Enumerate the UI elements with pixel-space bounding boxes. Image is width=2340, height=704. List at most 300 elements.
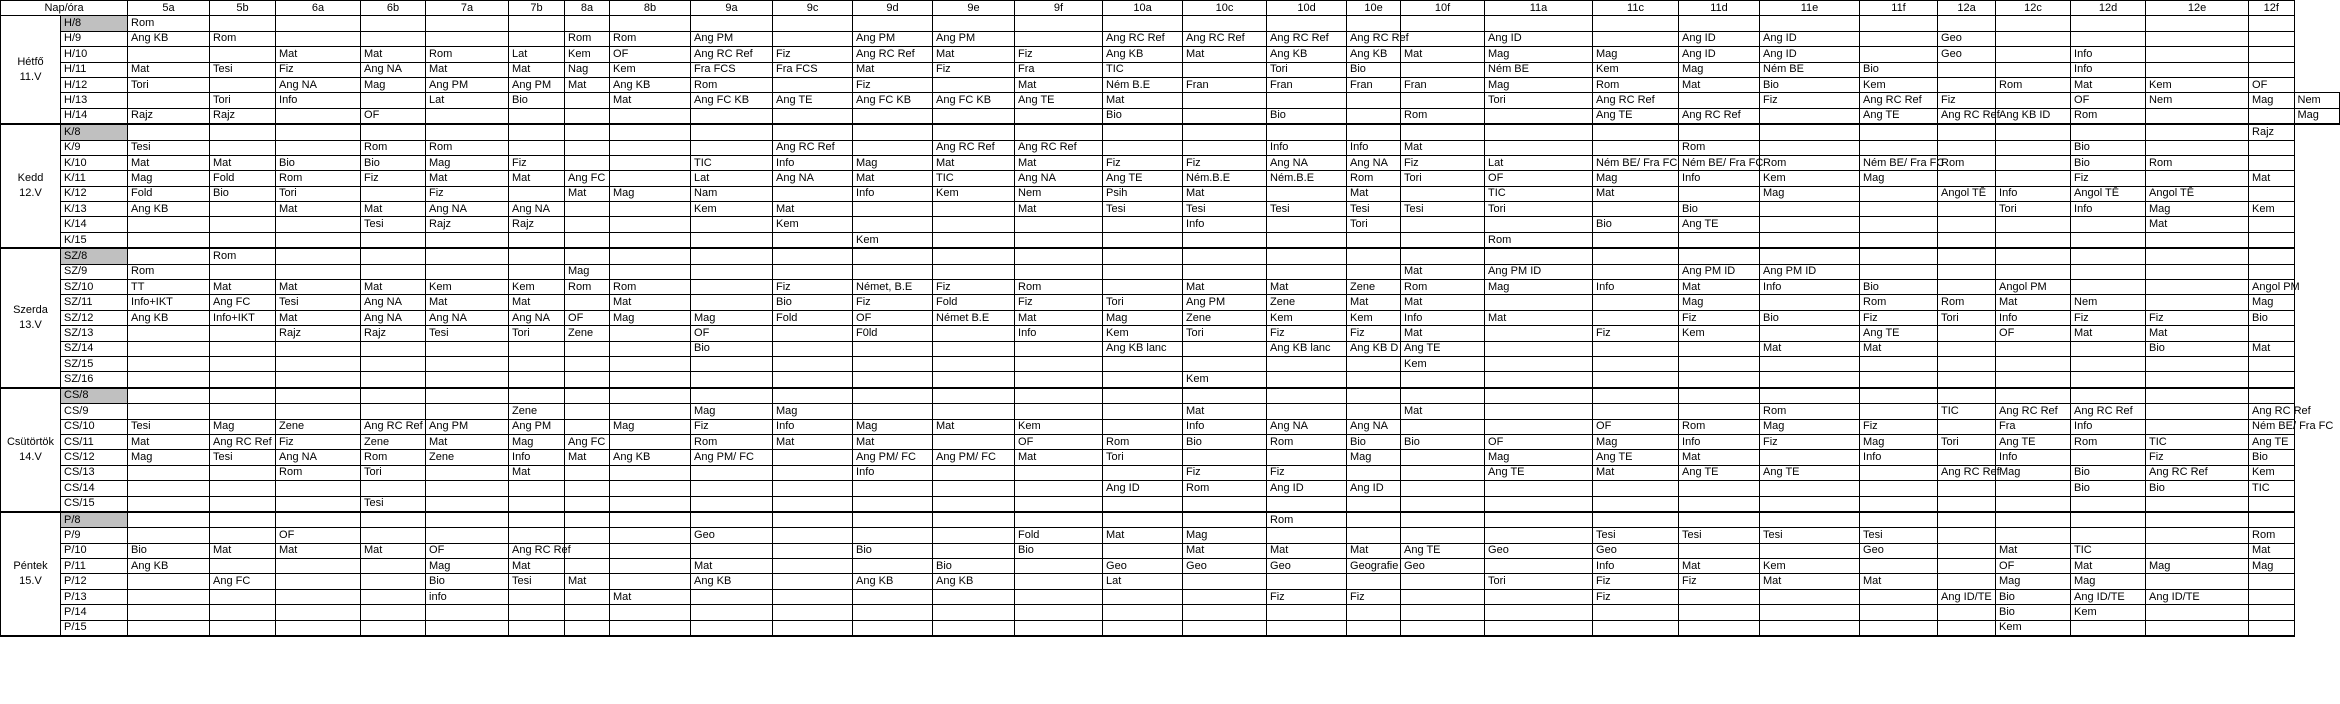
lesson-cell: Ang KB [128, 559, 210, 574]
lesson-cell [1593, 496, 1679, 512]
lesson-cell [276, 388, 361, 404]
lesson-cell [565, 543, 610, 558]
period-label: SZ/8 [61, 248, 128, 264]
lesson-cell [1760, 496, 1860, 512]
lesson-cell: Geo [1860, 543, 1938, 558]
lesson-cell: Rom [1267, 434, 1347, 449]
lesson-cell: OF [1996, 326, 2071, 341]
lesson-cell [2071, 280, 2146, 295]
lesson-cell [853, 264, 933, 279]
lesson-cell [1593, 620, 1679, 636]
lesson-cell: OF [426, 543, 509, 558]
lesson-cell [1860, 388, 1938, 404]
lesson-cell: Ang RC Ref [1860, 93, 1938, 108]
lesson-cell: Info [853, 465, 933, 480]
lesson-cell: Bio [1860, 62, 1938, 77]
day-cell [1, 16, 61, 124]
lesson-cell: Ném.B.E [1183, 171, 1267, 186]
lesson-cell: Bio [1103, 108, 1183, 124]
period-row [1, 481, 2340, 496]
lesson-cell: Mag [1996, 465, 2071, 480]
lesson-cell: Mat [2071, 77, 2146, 92]
lesson-cell: Ang RC Ref [1015, 140, 1103, 155]
lesson-cell [276, 232, 361, 248]
period-label: CS/14 [61, 481, 128, 496]
lesson-cell: Ang PM ID [1679, 264, 1760, 279]
lesson-cell: Ang RC Ref [933, 140, 1015, 155]
lesson-cell: Ném BE/ Fra FC [2249, 419, 2294, 434]
lesson-cell [426, 465, 509, 480]
lesson-cell [128, 356, 210, 371]
lesson-cell: Info [2071, 62, 2146, 77]
lesson-cell [853, 202, 933, 217]
lesson-cell: Kem [773, 217, 853, 232]
lesson-cell: Ang RC Ref [1347, 31, 1401, 46]
lesson-cell [1183, 341, 1267, 356]
lesson-cell [1485, 295, 1593, 310]
lesson-cell: Ang TE [1860, 108, 1938, 124]
period-label: P/15 [61, 620, 128, 636]
lesson-cell [1183, 140, 1267, 155]
lesson-cell [1593, 404, 1679, 419]
day-date: 15.V [19, 574, 42, 587]
lesson-cell: Ang ID/TE [2071, 589, 2146, 604]
lesson-cell: Német, B.E [853, 280, 933, 295]
lesson-cell [1860, 124, 1938, 140]
lesson-cell: Fiz [773, 280, 853, 295]
lesson-cell [1267, 450, 1347, 465]
lesson-cell [691, 280, 773, 295]
lesson-cell [1485, 388, 1593, 404]
lesson-cell: Rom [276, 171, 361, 186]
lesson-cell: Bio [1347, 62, 1401, 77]
lesson-cell: Info+IKT [128, 295, 210, 310]
day-date: 11.V [19, 70, 42, 83]
lesson-cell: Mat [2146, 217, 2249, 232]
lesson-cell: Ném BE [1760, 62, 1860, 77]
lesson-cell [610, 202, 691, 217]
lesson-cell: Info+IKT [210, 310, 276, 325]
lesson-cell: Mat [1015, 450, 1103, 465]
lesson-cell [509, 341, 565, 356]
period-label: SZ/12 [61, 310, 128, 325]
class-header: 10e [1347, 1, 1401, 16]
lesson-cell: Ang TE [773, 93, 853, 108]
lesson-cell [1860, 404, 1938, 419]
lesson-cell [1347, 388, 1401, 404]
lesson-cell [1593, 202, 1679, 217]
lesson-cell [1267, 528, 1347, 543]
lesson-cell [2146, 280, 2249, 295]
lesson-cell [853, 589, 933, 604]
lesson-cell: Ang RC Ref [2146, 465, 2249, 480]
lesson-cell [1938, 528, 1996, 543]
lesson-cell [426, 512, 509, 528]
lesson-cell [210, 217, 276, 232]
lesson-cell [1015, 372, 1103, 388]
lesson-cell [1183, 620, 1267, 636]
lesson-cell [128, 47, 210, 62]
lesson-cell: Mag [2146, 559, 2249, 574]
lesson-cell: info [426, 589, 509, 604]
lesson-cell [1996, 47, 2071, 62]
lesson-cell [1938, 280, 1996, 295]
day-name: Péntek [13, 559, 48, 572]
period-label: CS/11 [61, 434, 128, 449]
lesson-cell [128, 217, 210, 232]
lesson-cell: Mat [1401, 295, 1485, 310]
lesson-cell: Tesi [128, 419, 210, 434]
lesson-cell [773, 574, 853, 589]
lesson-cell [2249, 108, 2294, 124]
lesson-cell: Ang RC Ref [210, 434, 276, 449]
lesson-cell [1679, 620, 1760, 636]
lesson-cell: Fiz [691, 419, 773, 434]
lesson-cell [1760, 16, 1860, 31]
lesson-cell [276, 372, 361, 388]
lesson-cell: Mat [933, 419, 1015, 434]
lesson-cell: Mag [1760, 419, 1860, 434]
lesson-cell: Tori [1996, 202, 2071, 217]
period-label: CS/8 [61, 388, 128, 404]
lesson-cell [565, 419, 610, 434]
lesson-cell: Mag [2294, 108, 2340, 124]
lesson-cell [1760, 326, 1860, 341]
lesson-cell: Info [1593, 280, 1679, 295]
lesson-cell: Fiz [1593, 574, 1679, 589]
lesson-cell [2071, 31, 2146, 46]
period-label: P/12 [61, 574, 128, 589]
lesson-cell: Zene [1183, 310, 1267, 325]
lesson-cell [426, 108, 509, 124]
class-header: 9f [1015, 1, 1103, 16]
lesson-cell: Ang PM ID [1760, 264, 1860, 279]
lesson-cell [1183, 108, 1267, 124]
period-label: K/14 [61, 217, 128, 232]
lesson-cell [210, 232, 276, 248]
day-date: 13.V [19, 319, 42, 331]
lesson-cell [1938, 450, 1996, 465]
lesson-cell: Mat [1401, 47, 1485, 62]
lesson-cell [691, 496, 773, 512]
lesson-cell: Ang TE [1401, 543, 1485, 558]
lesson-cell [1938, 171, 1996, 186]
lesson-cell: Ang NA [1347, 419, 1401, 434]
lesson-cell [1485, 404, 1593, 419]
lesson-cell [1267, 372, 1347, 388]
lesson-cell [565, 248, 610, 264]
lesson-cell [1485, 419, 1593, 434]
lesson-cell: TT [128, 280, 210, 295]
lesson-cell [1860, 202, 1938, 217]
lesson-cell [2249, 140, 2294, 155]
lesson-cell [1938, 512, 1996, 528]
lesson-cell: Mat [1401, 264, 1485, 279]
lesson-cell [933, 341, 1015, 356]
lesson-cell: Tori [276, 186, 361, 201]
lesson-cell: Mat [2071, 559, 2146, 574]
lesson-cell [1015, 248, 1103, 264]
lesson-cell [1267, 620, 1347, 636]
lesson-cell [128, 528, 210, 543]
lesson-cell: Rom [1267, 512, 1347, 528]
lesson-cell [128, 496, 210, 512]
lesson-cell [210, 512, 276, 528]
lesson-cell [773, 124, 853, 140]
lesson-cell: Tesi [361, 496, 426, 512]
lesson-cell [1938, 388, 1996, 404]
lesson-cell: TIC [1938, 404, 1996, 419]
lesson-cell [1996, 217, 2071, 232]
lesson-cell [210, 202, 276, 217]
lesson-cell [2249, 356, 2294, 371]
lesson-cell: Mag [1347, 450, 1401, 465]
lesson-cell [933, 481, 1015, 496]
lesson-cell [2146, 528, 2249, 543]
lesson-cell: Ang RC Ref [773, 140, 853, 155]
lesson-cell [426, 356, 509, 371]
lesson-cell: Mat [210, 155, 276, 170]
lesson-cell [1593, 124, 1679, 140]
lesson-cell [1860, 372, 1938, 388]
lesson-cell [610, 264, 691, 279]
lesson-cell [1183, 589, 1267, 604]
lesson-cell [1593, 605, 1679, 620]
lesson-cell [565, 93, 610, 108]
lesson-cell: Tori [128, 77, 210, 92]
lesson-cell: Ném BE/ Fra FC [1860, 155, 1938, 170]
lesson-cell [2071, 356, 2146, 371]
lesson-cell [610, 341, 691, 356]
lesson-cell: Rom [1996, 77, 2071, 92]
lesson-cell [2071, 248, 2146, 264]
lesson-cell: Ang TE [1485, 465, 1593, 480]
lesson-cell [1996, 171, 2071, 186]
lesson-cell: Rom [2146, 155, 2249, 170]
lesson-cell: Mag [610, 186, 691, 201]
period-label: CS/13 [61, 465, 128, 480]
lesson-cell: OF [565, 310, 610, 325]
class-header: 11f [1860, 1, 1938, 16]
lesson-cell: Tori [1485, 202, 1593, 217]
lesson-cell [1485, 496, 1593, 512]
lesson-cell: Mat [2249, 543, 2294, 558]
lesson-cell [1103, 512, 1183, 528]
lesson-cell: Info [1183, 217, 1267, 232]
lesson-cell [361, 341, 426, 356]
lesson-cell [361, 186, 426, 201]
lesson-cell: Mat [1679, 450, 1760, 465]
lesson-cell [1760, 356, 1860, 371]
lesson-cell: TIC [691, 155, 773, 170]
header-corner: Nap/óra [1, 1, 128, 16]
class-header: 11e [1760, 1, 1860, 16]
lesson-cell: Kem [1401, 356, 1485, 371]
lesson-cell: Ang TE [1593, 450, 1679, 465]
lesson-cell: TIC [2071, 543, 2146, 558]
lesson-cell: Geo [691, 528, 773, 543]
lesson-cell [1760, 388, 1860, 404]
lesson-cell [426, 31, 509, 46]
lesson-cell: Tori [1401, 171, 1485, 186]
lesson-cell [565, 295, 610, 310]
lesson-cell [2146, 404, 2249, 419]
lesson-cell: Tesi [509, 574, 565, 589]
lesson-cell [610, 248, 691, 264]
lesson-cell [1485, 140, 1593, 155]
lesson-cell [1015, 356, 1103, 371]
lesson-cell: Ang PM [426, 419, 509, 434]
lesson-cell [128, 248, 210, 264]
lesson-cell [509, 512, 565, 528]
lesson-cell: Fiz [2071, 171, 2146, 186]
lesson-cell: Kem [426, 280, 509, 295]
lesson-cell: Ang TE [1679, 217, 1760, 232]
lesson-cell [1183, 574, 1267, 589]
lesson-cell [2146, 512, 2249, 528]
lesson-cell [773, 465, 853, 480]
period-row [1, 31, 2340, 46]
lesson-cell: Rom [1679, 419, 1760, 434]
lesson-cell: Lat [691, 171, 773, 186]
period-row [1, 404, 2340, 419]
lesson-cell [773, 31, 853, 46]
lesson-cell [1760, 108, 1860, 124]
lesson-cell [853, 620, 933, 636]
lesson-cell: Rom [610, 280, 691, 295]
lesson-cell [1103, 589, 1183, 604]
lesson-cell [691, 512, 773, 528]
class-header: 9a [691, 1, 773, 16]
period-label: H/13 [61, 93, 128, 108]
lesson-cell [933, 326, 1015, 341]
lesson-cell: Fold [210, 171, 276, 186]
lesson-cell [773, 559, 853, 574]
lesson-cell: Mag [2146, 202, 2249, 217]
class-header: 9d [853, 1, 933, 16]
lesson-cell [1103, 419, 1183, 434]
lesson-cell [210, 496, 276, 512]
lesson-cell [2071, 16, 2146, 31]
lesson-cell: Mat [128, 155, 210, 170]
lesson-cell [1679, 404, 1760, 419]
lesson-cell [276, 217, 361, 232]
lesson-cell: Rom [691, 77, 773, 92]
lesson-cell [1347, 93, 1401, 108]
lesson-cell [1485, 16, 1593, 31]
lesson-cell [773, 108, 853, 124]
period-label: P/11 [61, 559, 128, 574]
lesson-cell [1938, 481, 1996, 496]
lesson-cell: Mag [2249, 295, 2294, 310]
lesson-cell: Mag [1485, 280, 1593, 295]
lesson-cell: Ang KB [610, 77, 691, 92]
lesson-cell [853, 356, 933, 371]
lesson-cell: Kem [1183, 372, 1267, 388]
lesson-cell: Mag [1996, 574, 2071, 589]
lesson-cell: Rajz [509, 217, 565, 232]
lesson-cell [1015, 341, 1103, 356]
lesson-cell [128, 404, 210, 419]
lesson-cell [210, 404, 276, 419]
lesson-cell [1401, 481, 1485, 496]
lesson-cell: Mat [1015, 310, 1103, 325]
period-label: SZ/9 [61, 264, 128, 279]
lesson-cell: Kem [1760, 559, 1860, 574]
lesson-cell [610, 171, 691, 186]
lesson-cell: Bio [1593, 217, 1679, 232]
lesson-cell: Tesi [1860, 528, 1938, 543]
lesson-cell: Info [1679, 434, 1760, 449]
lesson-cell [1103, 356, 1183, 371]
lesson-cell [361, 93, 426, 108]
lesson-cell [509, 186, 565, 201]
lesson-cell: Ang ID [1760, 47, 1860, 62]
lesson-cell: Mag [426, 559, 509, 574]
lesson-cell: Ang NA [1347, 155, 1401, 170]
day-name: Kedd [17, 172, 44, 185]
lesson-cell [1593, 388, 1679, 404]
lesson-cell: Fiz [773, 47, 853, 62]
lesson-cell [1860, 356, 1938, 371]
lesson-cell [1593, 248, 1679, 264]
lesson-cell [565, 388, 610, 404]
lesson-cell [1593, 31, 1679, 46]
lesson-cell [610, 512, 691, 528]
lesson-cell: Kem [1996, 620, 2071, 636]
lesson-cell [1679, 543, 1760, 558]
lesson-cell: Bio [210, 186, 276, 201]
lesson-cell [1938, 232, 1996, 248]
lesson-cell: Bio [1996, 589, 2071, 604]
period-row [1, 419, 2340, 434]
lesson-cell: Mat [1103, 528, 1183, 543]
lesson-cell: Mat [1593, 186, 1679, 201]
lesson-cell [610, 16, 691, 31]
lesson-cell [1103, 388, 1183, 404]
lesson-cell: Zene [426, 450, 509, 465]
lesson-cell [1267, 404, 1347, 419]
lesson-cell [1015, 388, 1103, 404]
lesson-cell: Ang NA [509, 310, 565, 325]
lesson-cell [773, 232, 853, 248]
lesson-cell [610, 404, 691, 419]
lesson-cell [565, 372, 610, 388]
lesson-cell: Rom [426, 47, 509, 62]
lesson-cell [933, 77, 1015, 92]
lesson-cell [1401, 372, 1485, 388]
lesson-cell [128, 326, 210, 341]
lesson-cell [276, 248, 361, 264]
lesson-cell: Mag [1593, 434, 1679, 449]
lesson-cell: Fiz [853, 77, 933, 92]
lesson-cell [1401, 574, 1485, 589]
lesson-cell: Rajz [128, 108, 210, 124]
lesson-cell: Angol TĒ [2146, 186, 2249, 201]
lesson-cell [1347, 512, 1401, 528]
lesson-cell [1996, 62, 2071, 77]
lesson-cell: Ang NA [276, 77, 361, 92]
lesson-cell [610, 140, 691, 155]
lesson-cell: Mat [853, 171, 933, 186]
lesson-cell [1401, 450, 1485, 465]
lesson-cell: OF [691, 326, 773, 341]
lesson-cell: Mat [1401, 326, 1485, 341]
lesson-cell [853, 140, 933, 155]
lesson-cell: Rajz [426, 217, 509, 232]
lesson-cell: Info [1183, 419, 1267, 434]
period-label: P/8 [61, 512, 128, 528]
